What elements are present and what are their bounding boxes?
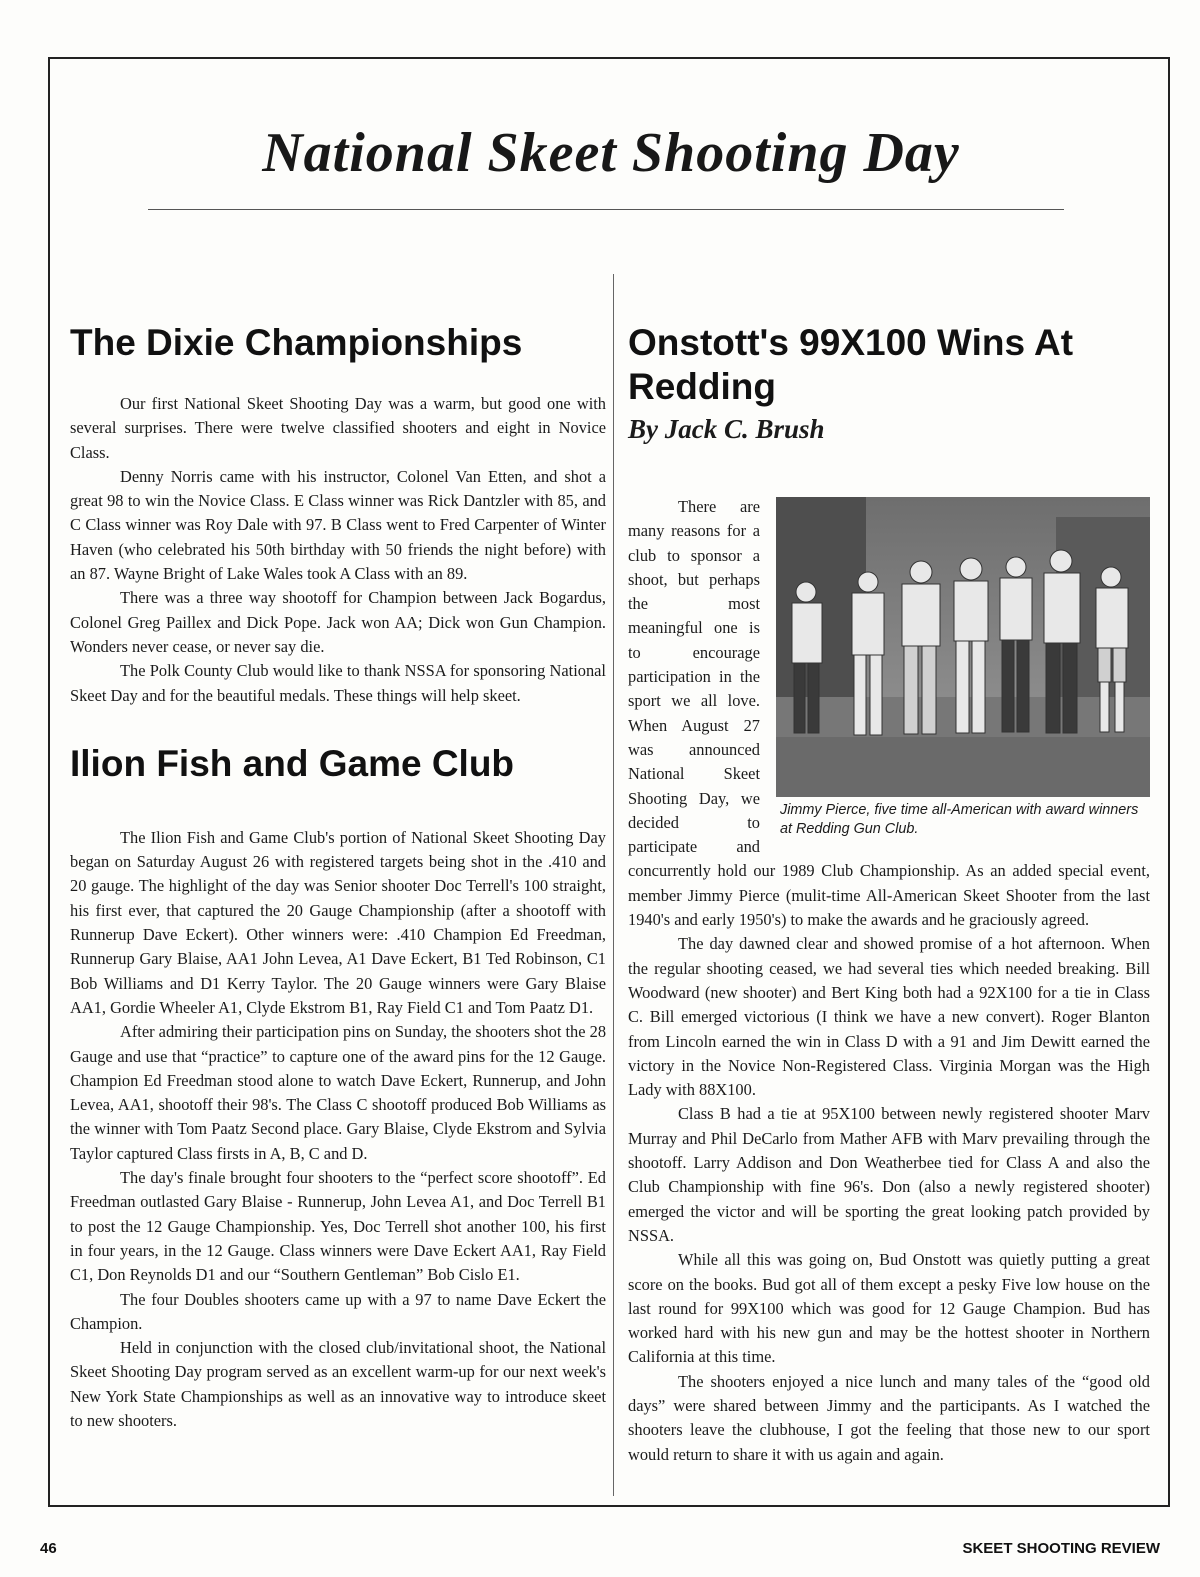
page-title: National Skeet Shooting Day xyxy=(262,122,960,184)
ilion-paragraph: The four Doubles shooters came up with a 97 to name Dave Eckert the Champion. xyxy=(70,1289,606,1333)
dixie-headline: The Dixie Championships xyxy=(70,322,523,363)
photo-caption: Jimmy Pierce, five time all-American with award winners at Redding Gun Club. xyxy=(780,802,1139,837)
left-column xyxy=(70,259,606,1433)
onstott-headline: Onstott's 99X100 Wins At Redding xyxy=(628,322,1074,407)
ilion-paragraph: After admiring their participation pins on Sunday, the shooters shot the 28 Gauge and use that “practice” to capture one of the award pins for the 12 Gauge. Champion Ed Freedman stood alone to watch Dave Eckert, Runnerup, and John Levea, AA1, shootoff their 98's. The Class C shootoff produced Bob Williams as the winner with Tom Paatz Second place. Gary Blaise, Clyde Ekstrom and Sylvia Taylor captured Class firsts in A, B, C and D. xyxy=(70,1022,607,1163)
onstott-article xyxy=(628,495,1150,1467)
ilion-paragraph: Held in conjunction with the closed club/invitational shoot, the National Skeet Shooting Day program served as an excellent warm-up for our next week's New York State Championships as well as an innovative way to introduce skeet to new shooters. xyxy=(70,1338,606,1430)
ilion-article xyxy=(70,826,606,1433)
ilion-paragraph: The Ilion Fish and Game Club's portion of National Skeet Shooting Day began on Saturday August 26 with registered targets being shot in the .410 and 20 gauge. The highlight of the day was Senior shooter Doc Terrell's 100 straight, his first ever, that captured the 20 Gauge Championship (after a shootoff with Runnerup Dave Eckert). Other winners were: .410 Champion Ed Freedman, Runnerup Gary Blaise, AA1 John Levea, A1 Dave Eckert, B1 Ted Robinson, C1 Bob Williams and D1 Kerry Taylor. The 20 Gauge winners were Gary Blaise AA1, Gordie Wheeler A1, Clyde Ekstrom B1, Ray Field C1 and Tom Paatz D1. xyxy=(70,827,606,1017)
ilion-headline: Ilion Fish and Game Club xyxy=(70,742,515,784)
onstott-lead-paragraph: There are many reasons for a club to sponsor a shoot, but perhaps the most meaningful one is to encourage participation in the sport we all love. When August 27 was announced National Skeet Shooting Day, we decided to participate and concurrently hold our 1989 Club Championship. As an added special event, member Jimmy Pierce (mulit-time All-American Skeet Shooter from the last 1940's and early 1950's) to make the awards and he graciously agreed. xyxy=(628,497,1150,930)
ilion-paragraph: The day's finale brought four shooters to the “perfect score shootoff”. Ed Freedman outlasted Gary Blaise - Runnerup, John Levea A1, and Doc Terrell B1 to post the 12 Gauge Championship. Yes, Doc Terrell shot another 100, his first in four years, in the 12 Gauge. Class winners were Dave Eckert AA1, Ray Field C1, Don Reynolds D1 and our “Southern Gentleman” Bob Cislo E1. xyxy=(70,1168,606,1285)
publication-name: SKEET SHOOTING REVIEW xyxy=(962,1540,1160,1557)
dixie-paragraph: There was a three way shootoff for Champion between Jack Bogardus, Colonel Greg Paillex and Dick Pope. Jack won AA; Dick won Gun Champion. Wonders never cease, or never say die. xyxy=(70,588,606,656)
dixie-paragraph: Denny Norris came with his instructor, Colonel Van Etten, and shot a great 98 to win the Novice Class. E Class winner was Rick Dantzler with 85, and C Class winner was Roy Dale with 97. B Class went to Fred Carpenter of Winter Haven (who celebrated his 50th birthday with 50 friends the night before) with an 87. Wayne Bright of Lake Wales took A Class with an 89. xyxy=(70,466,606,584)
photo-figure xyxy=(776,497,1150,839)
page-frame xyxy=(48,57,1170,1507)
dixie-article xyxy=(70,392,606,708)
group-photo xyxy=(776,497,1150,797)
right-column xyxy=(628,259,1150,1467)
byline: By Jack C. Brush xyxy=(628,414,825,444)
onstott-paragraph: The day dawned clear and showed promise of a hot afternoon. When the regular shooting ceased, we had several ties which needed breaking. Bill Woodward (new shooter) and Bert King both had a 92X100 for a tie in Class C. Bill emerged victorious (I think we have a new convert). Roger Blanton from Lincoln earned the win in Class D with a 91 and Jim Dewitt earned the victory in the Novice Non-Registered Class. Virginia Morgan was the High Lady with 88X100. xyxy=(628,934,1150,1100)
dixie-paragraph: Our first National Skeet Shooting Day was a warm, but good one with several surprises. There were twelve classified shooters and eight in Novice Class. xyxy=(70,394,606,462)
dixie-paragraph: The Polk County Club would like to thank NSSA for sponsoring National Skeet Day and for the beautiful medals. These things will help skeet. xyxy=(70,661,606,705)
onstott-paragraph: The shooters enjoyed a nice lunch and many tales of the “good old days” were shared between Jimmy and the participants. As I watched the shooters leave the clubhouse, I got the feeling that those new to our sport would return to share it with us again and again. xyxy=(628,1371,1150,1464)
onstott-paragraph: While all this was going on, Bud Onstott was quietly putting a great score on the books. Bud got all of them except a pesky Five low house on the last round for 99X100 which was good for 12 Gauge Champion. Bud has worked hard with his new gun and may be the hottest shooter in Northern California at this time. xyxy=(628,1250,1150,1367)
column-divider xyxy=(613,274,614,1496)
onstott-paragraph: Class B had a tie at 95X100 between newly registered shooter Marv Murray and Phil DeCarlo from Mather AFB with Marv prevailing through the shootoff. Larry Addison and Don Weatherbee tied for Class A and also the Club Championship with fine 96's. Don (also a newly registered shooter) emerged the victor and will be sporting the great looking patch provided by NSSA. xyxy=(628,1104,1150,1245)
page-number: 46 xyxy=(40,1540,57,1557)
title-rule xyxy=(148,209,1064,210)
